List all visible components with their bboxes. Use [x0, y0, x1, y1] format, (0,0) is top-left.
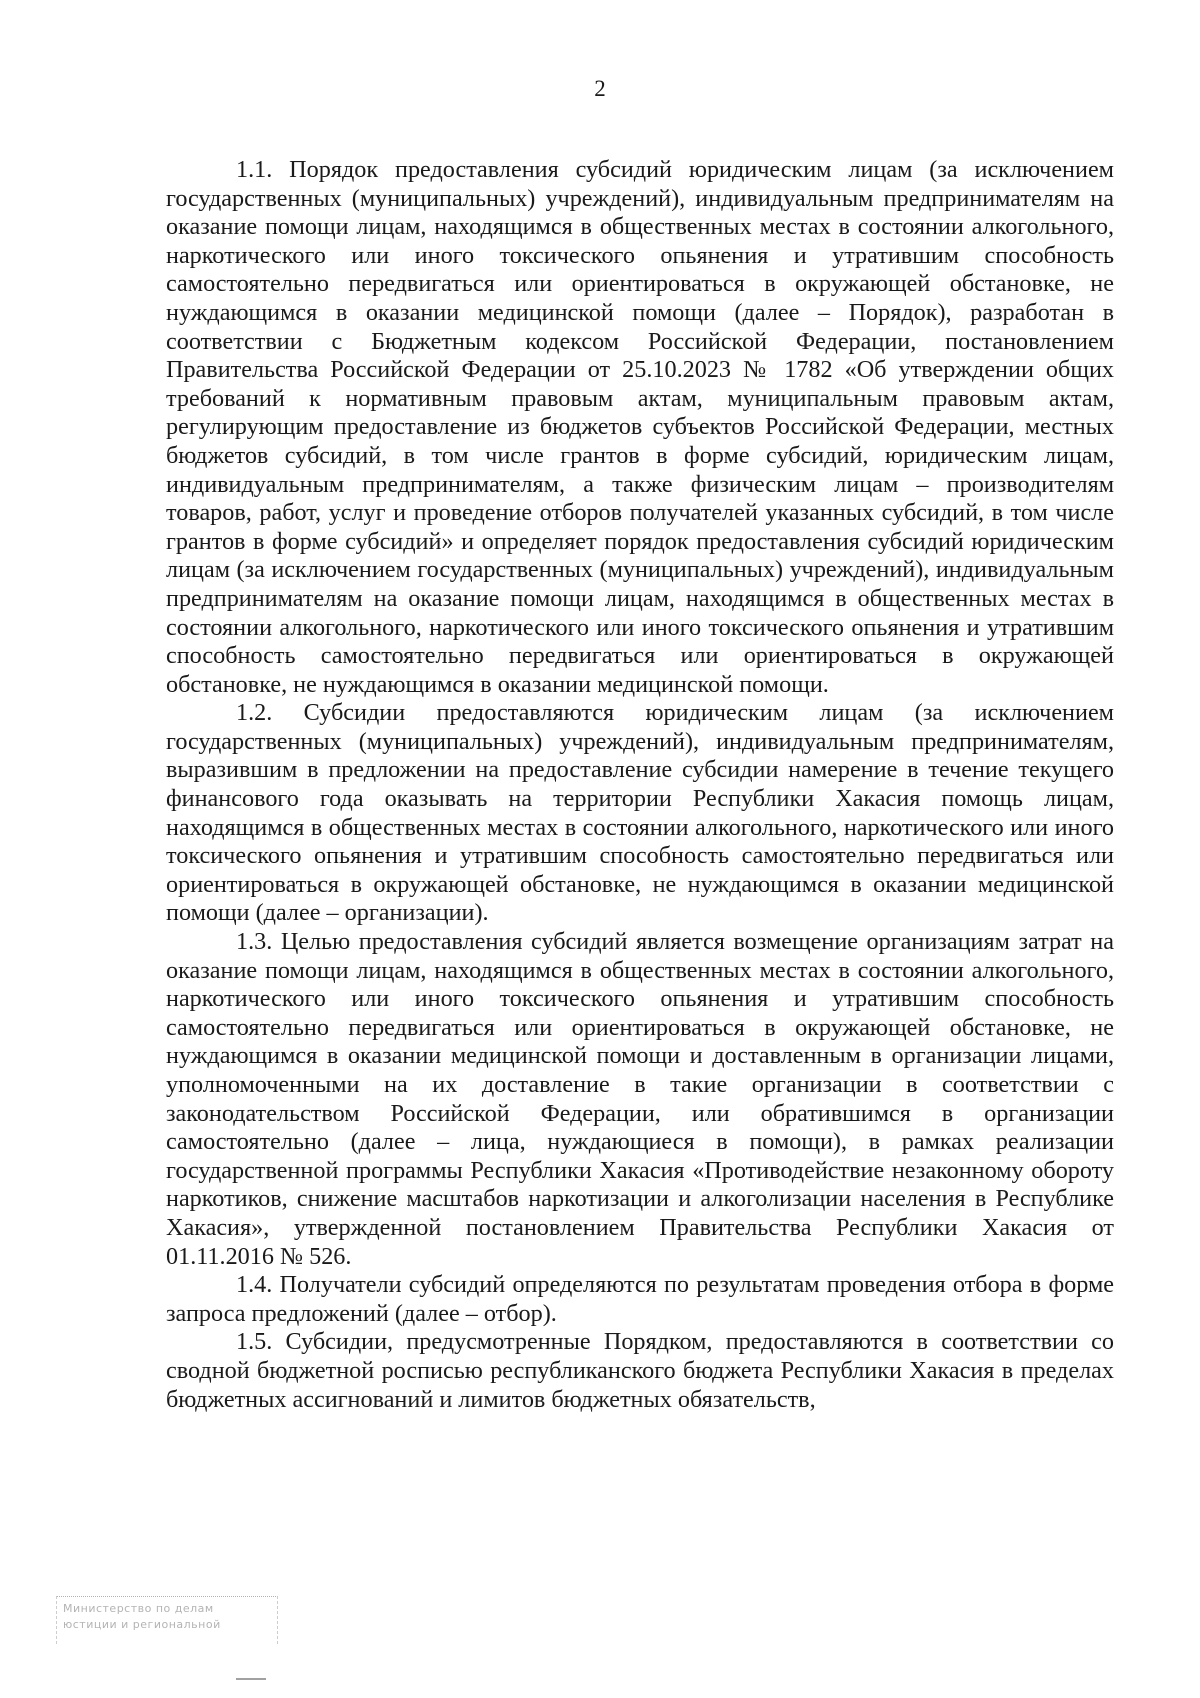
paragraph-1-4: 1.4. Получатели субсидий определяются по результатам проведения отбора в форме запроса предложений (далее – отбор).	[166, 1271, 1114, 1327]
paragraph-1-3: 1.3. Целью предоставления субсидий является возмещение организациям затрат на оказание помощи лицам, находящимся в общественных местах в состоянии алкогольного, наркотического или иного токсического опьянения и утратившим способность самостоятельно передвигаться или ориентироваться в окружающей обстановке, не нуждающимся в оказании медицинской помощи и доставленным в организации лицами, уполномоченными на их доставление в такие организации в соответствии с законодательством Российской Федерации, или обратившимся в организации самостоятельно (далее – лица, нуждающиеся в помощи), в рамках реализации государственной программы Республики Хакасия «Противодействие незаконному обороту наркотиков, снижение масштабов наркотизации и алкоголизации населения в Республике Хакасия», утвержденной постановлением Правительства Республики Хакасия от 01.11.2016 № 526.	[166, 928, 1114, 1270]
stamp-mark	[236, 1678, 266, 1680]
paragraph-1-5: 1.5. Субсидии, предусмотренные Порядком, предоставляются в соответствии со сводной бюджетной росписью республиканского бюджета Республики Хакасия в пределах бюджетных ассигнований и лимитов бюджетных обязательств,	[166, 1328, 1114, 1413]
paragraph-1-1: 1.1. Порядок предоставления субсидий юридическим лицам (за исключением государственных (муниципальных) учреждений), индивидуальным предпринимателям на оказание помощи лицам, находящимся в общественных местах в состоянии алкогольного, наркотического или иного токсического опьянения и утратившим способность самостоятельно передвигаться или ориентироваться в окружающей обстановке, не нуждающимся в оказании медицинской помощи (далее – Порядок), разработан в соответствии с Бюджетным кодексом Российской Федерации, постановлением Правительства Российской Федерации от 25.10.2023 № 1782 «Об утверждении общих требований к нормативным правовым актам, муниципальным правовым актам, регулирующим предоставление из бюджетов субъектов Российской Федерации, местных бюджетов субсидий, в том числе грантов в форме субсидий, юридическим лицам, индивидуальным предпринимателям, а также физическим лицам – производителям товаров, работ, услуг и проведение отборов получателей указанных субсидий, в том числе грантов в форме субсидий» и определяет порядок предоставления субсидий юридическим лицам (за исключением государственных (муниципальных) учреждений), индивидуальным предпринимателям на оказание помощи лицам, находящимся в общественных местах в состоянии алкогольного, наркотического или иного токсического опьянения и утратившим способность самостоятельно передвигаться или ориентироваться в окружающей обстановке, не нуждающимся в оказании медицинской помощи.	[166, 156, 1114, 698]
registration-stamp	[56, 1596, 278, 1644]
document-body	[166, 156, 1114, 1414]
stamp-line-2: юстиции и региональной	[63, 1618, 221, 1631]
page-number: 2	[594, 76, 606, 101]
stamp-line-1: Министерство по делам	[63, 1602, 214, 1615]
paragraph-1-2: 1.2. Субсидии предоставляются юридическим лицам (за исключением государственных (муниципальных) учреждений), индивидуальным предпринимателям, выразившим в предложении на предоставление субсидии намерение в течение текущего финансового года оказывать на территории Республики Хакасия помощь лицам, находящимся в общественных местах в состоянии алкогольного, наркотического или иного токсического опьянения и утратившим способность самостоятельно передвигаться или ориентироваться в окружающей обстановке, не нуждающимся в оказании медицинской помощи (далее – организации).	[166, 699, 1114, 927]
